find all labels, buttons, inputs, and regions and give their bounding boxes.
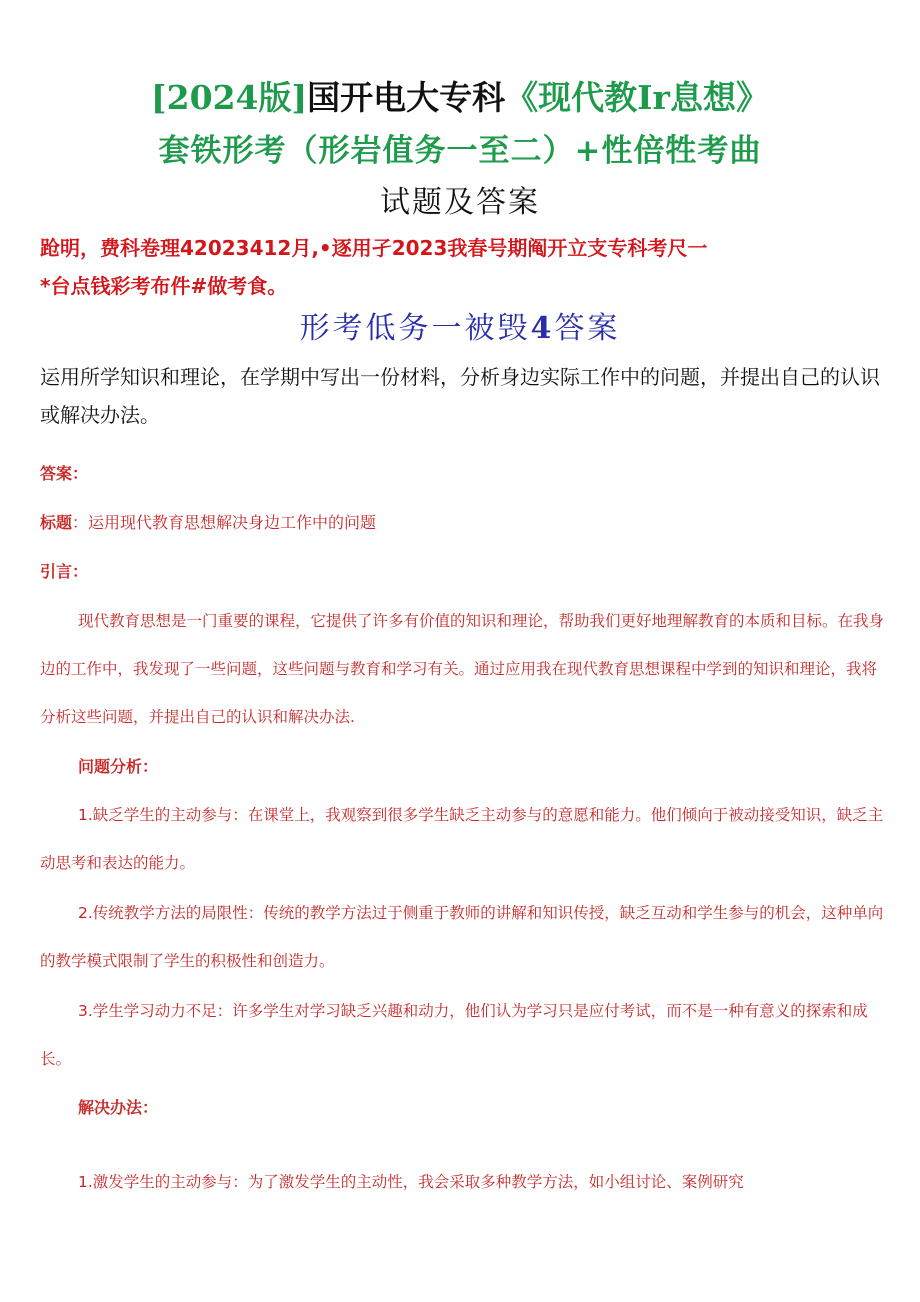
section-title <box>0 306 920 352</box>
answer-heading-label: 标题 <box>40 513 73 532</box>
intro-label: 引言： <box>40 562 89 581</box>
section-title-num: 4 <box>530 311 555 346</box>
answer-label: 答案： <box>40 464 89 483</box>
task-prompt: 运用所学知识和理论，在学期中写出一份材料，分析身边实际工作中的问题，并提出自己的认识或解决办法。 <box>40 365 880 427</box>
section-title-suffix: 答案 <box>554 311 621 346</box>
doc-title-line-1 <box>0 72 920 124</box>
analysis-item: 1.缺乏学生的主动参与：在课堂上，我观察到很多学生缺乏主动参与的意愿和能力。他们倾向于被动接受知识，缺乏主动思考和表达的能力。 <box>40 806 884 872</box>
answer-heading <box>40 510 376 536</box>
answer-heading-text: ：运用现代教育思想解决身边工作中的问题 <box>72 513 377 532</box>
solution-label: 解决办法： <box>78 1098 159 1117</box>
section-title-prefix: 形考低务一被毁 <box>299 311 531 346</box>
analysis-item: 3.学生学习动力不足：许多学生对学习缺乏兴趣和动力，他们认为学习只是应付考试，而不是一种有意义的探索和成长。 <box>40 1002 868 1068</box>
analysis-item: 2.传统教学方法的局限性：传统的教学方法过于侧重于教师的讲解和知识传授，缺乏互动和学生参与的机会，这种单向的教学模式限制了学生的积极性和创造力。 <box>40 904 884 970</box>
title-version: [2024版] <box>151 78 308 117</box>
title-course: 《现代教Ir息想》 <box>505 78 769 117</box>
analysis-label: 问题分析： <box>78 757 159 776</box>
intro-paragraph: 现代教育思想是一门重要的课程，它提供了许多有价值的知识和理论，帮助我们更好地理解教育的本质和目标。在我身边的工作中，我发现了一些问题，这些问题与教育和学习有关。通过应用我在现代教育思想课程中学到的知识和理论，我将分析这些问题，并提出自己的认识和解决办法. <box>40 612 885 726</box>
doc-title-line-3: 试题及答案 <box>380 185 540 220</box>
doc-title-line-2: 套铁形考（形岩值务一至二）+性倍牲考曲 <box>158 133 762 169</box>
solution-item: 1.激发学生的主动参与：为了激发学生的主动性，我会采取多种教学方法，如小组讨论、案例研究 <box>78 1173 744 1191</box>
title-school: 国开电大专科 <box>307 78 506 117</box>
notice-line-2: *台点钱彩考布件#做考食。 <box>40 274 288 298</box>
notice-line-1: 跄明，费科卷理42023412月,•逐用孑2023我春号期阄开立支专科考尺一 <box>40 236 708 260</box>
